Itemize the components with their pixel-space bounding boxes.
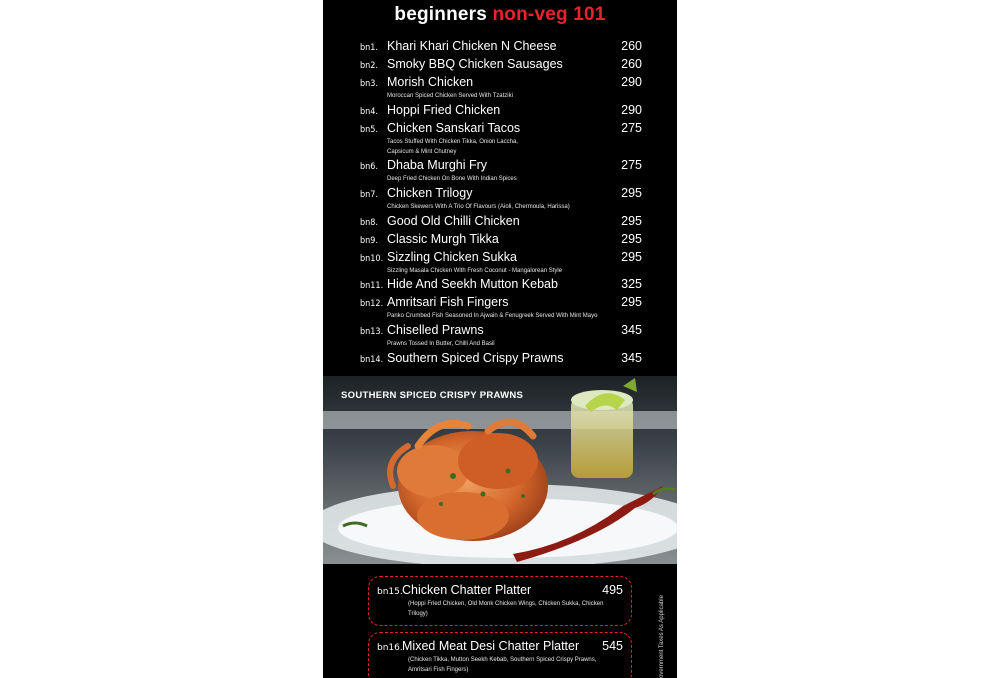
platter-name: Chicken Chatter Platter xyxy=(402,583,532,597)
item-price: 295 xyxy=(621,295,642,309)
item-name: Dhaba Murghi Fry xyxy=(387,158,488,172)
item-description: Sizzling Masala Chicken With Fresh Coconut - Mangalorean Style xyxy=(387,268,563,274)
item-price: 345 xyxy=(621,351,642,365)
item-code: bn13. xyxy=(360,327,384,337)
item-price: 295 xyxy=(621,186,642,200)
item-price: 290 xyxy=(621,103,642,117)
food-photo xyxy=(323,376,677,564)
item-price: 295 xyxy=(621,232,642,246)
item-code: bn2. xyxy=(360,61,378,71)
item-name: Hoppi Fried Chicken xyxy=(387,103,501,117)
photo-caption: SOUTHERN SPICED CRISPY PRAWNS xyxy=(341,390,524,401)
platter-code: bn16. xyxy=(377,643,403,653)
item-price: 290 xyxy=(621,75,642,89)
item-code: bn11. xyxy=(360,281,384,291)
heading-part-beginners: beginners xyxy=(394,4,488,25)
item-name: Chicken Sanskari Tacos xyxy=(387,121,521,135)
platter-code: bn15. xyxy=(377,587,403,597)
item-name: Good Old Chilli Chicken xyxy=(387,214,520,228)
platter-price: 545 xyxy=(602,639,623,653)
item-name: Chicken Trilogy xyxy=(387,186,473,200)
item-code: bn6. xyxy=(360,162,378,172)
item-price: 325 xyxy=(621,277,642,291)
platter-item xyxy=(368,632,632,678)
item-name: Smoky BBQ Chicken Sausages xyxy=(387,57,563,71)
menu-page xyxy=(323,0,677,678)
item-name: Hide And Seekh Mutton Kebab xyxy=(387,277,558,291)
item-name: Chiselled Prawns xyxy=(387,323,484,337)
item-name: Khari Khari Chicken N Cheese xyxy=(387,39,557,53)
menu-heading xyxy=(323,4,677,26)
item-price: 295 xyxy=(621,250,642,264)
item-description: Prawns Tossed In Butter, Chilli And Basil xyxy=(387,341,495,347)
platter-item xyxy=(368,576,632,626)
item-name: Classic Murgh Tikka xyxy=(387,232,499,246)
item-price: 295 xyxy=(621,214,642,228)
item-code: bn5. xyxy=(360,125,378,135)
tax-note: overnment Taxes As Applicable xyxy=(659,595,665,678)
heading-part-non-veg: non-veg 101 xyxy=(492,4,606,25)
item-price: 275 xyxy=(621,121,642,135)
platter-description: (Hoppi Fried Chicken, Old Monk Chicken Wings, Chicken Sukka, Chicken Trilogy) xyxy=(408,601,604,617)
item-code: bn1. xyxy=(360,43,378,53)
item-description: Chicken Skewers With A Trio Of Flavours (Aioli, Chermoula, Harissa) xyxy=(387,204,570,210)
item-code: bn7. xyxy=(360,190,378,200)
item-name: Morish Chicken xyxy=(387,75,474,89)
item-price: 345 xyxy=(621,323,642,337)
item-code: bn10. xyxy=(360,254,384,264)
item-price: 260 xyxy=(621,39,642,53)
item-code: bn9. xyxy=(360,236,378,246)
item-code: bn8. xyxy=(360,218,378,228)
platter-description: (Chicken Tikka, Mutton Seekh Kebab, Southern Spiced Crispy Prawns, Amritsari Fish Fingers) xyxy=(408,657,597,673)
item-description: Deep Fried Chicken On Bone With Indian Spices xyxy=(387,176,517,182)
item-description: Panko Crumbed Fish Seasoned In Ajwain & Fenugreek Served With Mint Mayo xyxy=(387,313,598,319)
item-code: bn12. xyxy=(360,299,384,309)
item-name: Amritsari Fish Fingers xyxy=(387,295,509,309)
item-description: Tacos Stuffed With Chicken Tikka, Onion Laccha, Capsicum & Mint Chutney xyxy=(387,139,518,155)
item-name: Sizzling Chicken Sukka xyxy=(387,250,517,264)
item-description: Moroccan Spiced Chicken Served With Tzatziki xyxy=(387,93,513,99)
item-code: bn14. xyxy=(360,355,384,365)
item-code: bn3. xyxy=(360,79,378,89)
platter-price: 495 xyxy=(602,583,623,597)
item-price: 260 xyxy=(621,57,642,71)
platter-name: Mixed Meat Desi Chatter Platter xyxy=(402,639,580,653)
item-code: bn4. xyxy=(360,107,378,117)
item-name: Southern Spiced Crispy Prawns xyxy=(387,351,564,365)
item-price: 275 xyxy=(621,158,642,172)
prawns-photo-illustration xyxy=(323,376,677,564)
